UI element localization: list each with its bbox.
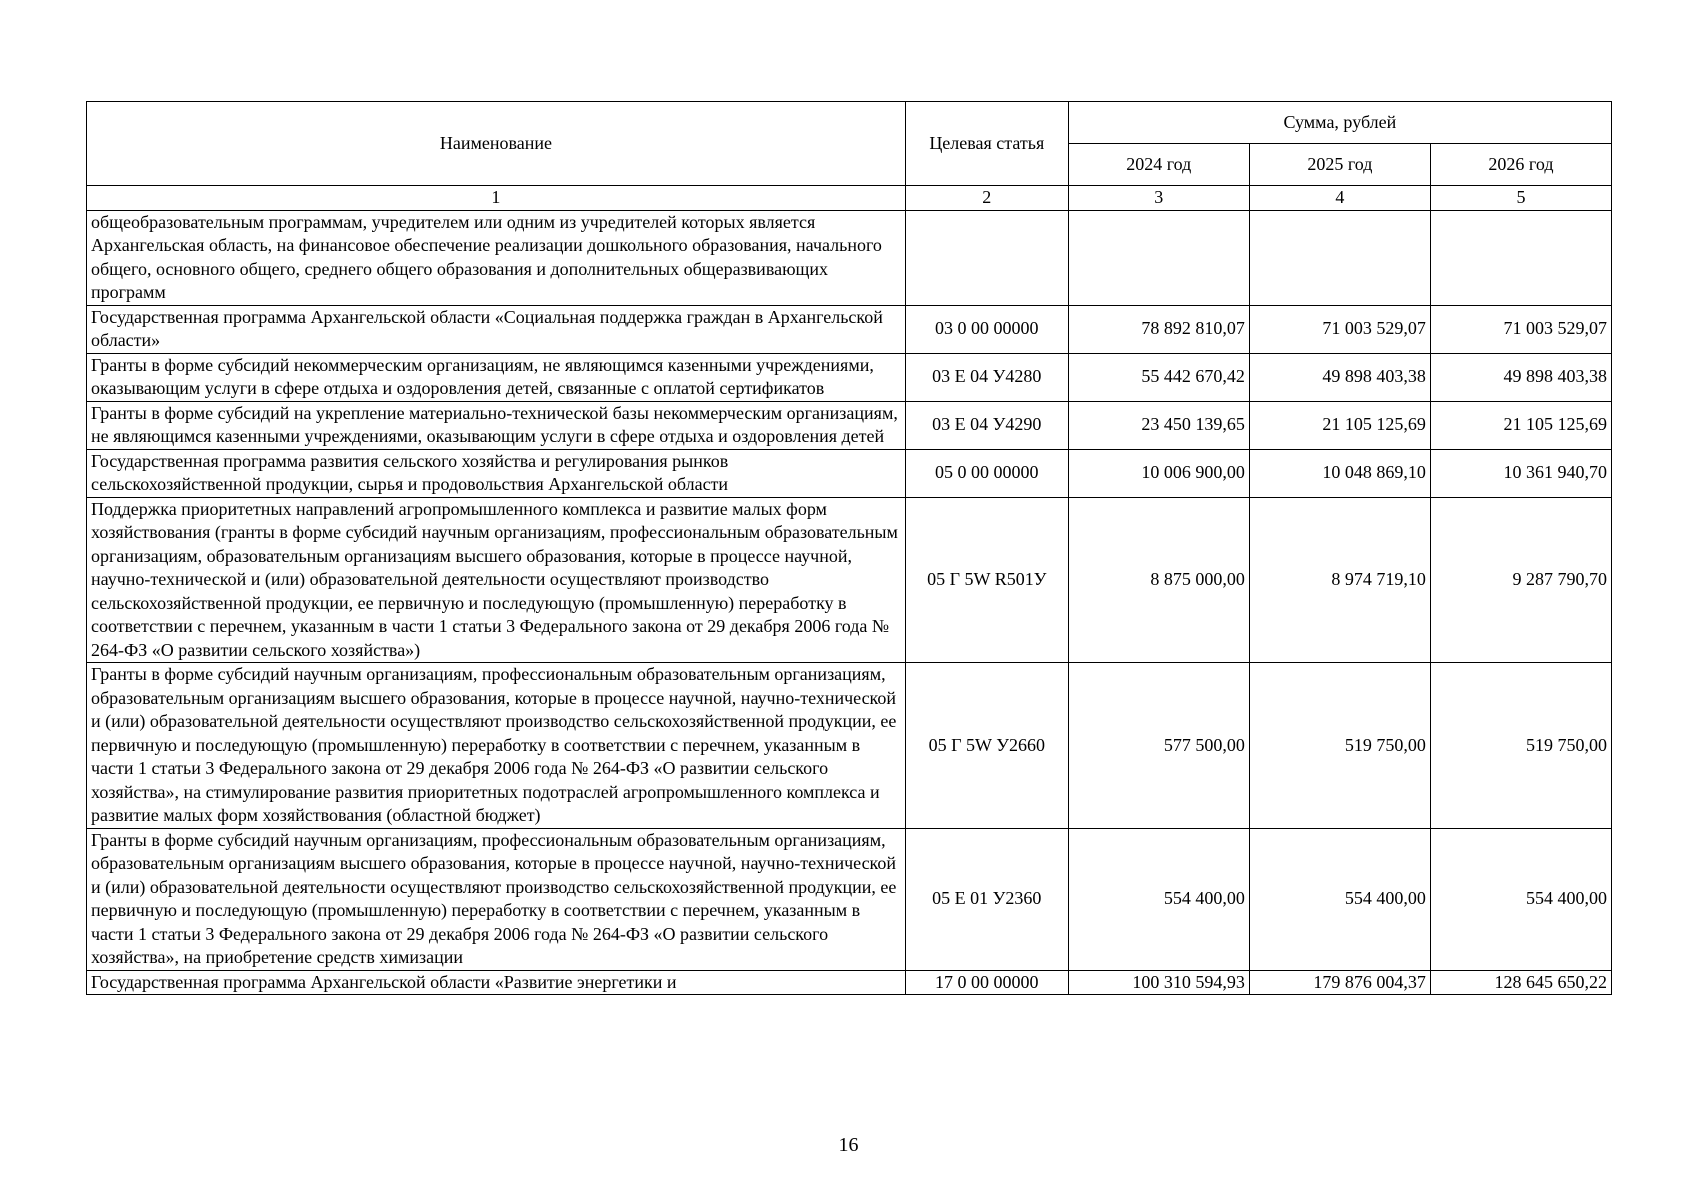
header-name: Наименование [87, 102, 906, 186]
table-row [87, 353, 1612, 401]
row-name: Поддержка приоритетных направлений агропромышленного комплекса и развитие малых форм хозяйствования (гранты в форме субсидий научным организациям, профессиональным образовательным организациям, образовательным организациям высшего образования, которые в процессе научной, научно-технической и (или) образовательной деятельности осуществляют производство сельскохозяйственной продукции, ее первичную и последующую (промышленную) переработку в соответствии с перечнем, указанным в части 1 статьи 3 Федерального закона от 29 декабря 2006 года № 264-ФЗ «О развитии сельского хозяйства») [87, 497, 906, 663]
row-amount-2026: 10 361 940,70 [1430, 449, 1611, 497]
row-target-code: 03 Е 04 У4280 [905, 353, 1068, 401]
header-year-2026: 2026 год [1430, 144, 1611, 186]
header-year-2024: 2024 год [1068, 144, 1249, 186]
row-target-code: 05 Г 5W R501У [905, 497, 1068, 663]
budget-table [86, 101, 1612, 995]
table-row [87, 449, 1612, 497]
table-row [87, 497, 1612, 663]
row-name: общеобразовательным программам, учредителем или одним из учредителей которых является Архангельская область, на финансовое обеспечение реализации дошкольного образования, начального общего, основного общего, среднего общего образования и дополнительных общеразвивающих программ [87, 210, 906, 305]
row-name: Гранты в форме субсидий научным организациям, профессиональным образовательным организациям, образовательным организациям высшего образования, которые в процессе научной, научно-технической и (или) образовательной деятельности осуществляют производство сельскохозяйственной продукции, ее первичную и последующую (промышленную) переработку в соответствии с перечнем, указанным в части 1 статьи 3 Федерального закона от 29 декабря 2006 года № 264-ФЗ «О развитии сельского хозяйства», на приобретение средств химизации [87, 828, 906, 970]
row-amount-2025: 10 048 869,10 [1249, 449, 1430, 497]
row-amount-2026: 519 750,00 [1430, 663, 1611, 829]
row-amount-2025 [1249, 210, 1430, 305]
row-amount-2026: 9 287 790,70 [1430, 497, 1611, 663]
row-amount-2025: 179 876 004,37 [1249, 970, 1430, 995]
row-amount-2024: 8 875 000,00 [1068, 497, 1249, 663]
row-amount-2026: 128 645 650,22 [1430, 970, 1611, 995]
row-name: Государственная программа развития сельского хозяйства и регулирования рынков сельскохозяйственной продукции, сырья и продовольствия Архангельской области [87, 449, 906, 497]
row-amount-2026: 49 898 403,38 [1430, 353, 1611, 401]
row-target-code: 03 0 00 00000 [905, 305, 1068, 353]
row-target-code: 17 0 00 00000 [905, 970, 1068, 995]
row-amount-2026 [1430, 210, 1611, 305]
row-name: Гранты в форме субсидий научным организациям, профессиональным образовательным организациям, образовательным организациям высшего образования, которые в процессе научной, научно-технической и (или) образовательной деятельности осуществляют производство сельскохозяйственной продукции, ее первичную и последующую (промышленную) переработку в соответствии с перечнем, указанным в части 1 статьи 3 Федерального закона от 29 декабря 2006 года № 264-ФЗ «О развитии сельского хозяйства», на стимулирование развития приоритетных подотраслей агропромышленного комплекса и развитие малых форм хозяйствования (областной бюджет) [87, 663, 906, 829]
row-amount-2026: 71 003 529,07 [1430, 305, 1611, 353]
row-amount-2025: 519 750,00 [1249, 663, 1430, 829]
row-amount-2026: 21 105 125,69 [1430, 401, 1611, 449]
row-name: Гранты в форме субсидий на укрепление материально-технической базы некоммерческим организациям, не являющимся казенными учреждениями, оказывающим услуги в сфере отдыха и оздоровления детей [87, 401, 906, 449]
row-amount-2025: 8 974 719,10 [1249, 497, 1430, 663]
header-year-2025: 2025 год [1249, 144, 1430, 186]
table-row [87, 305, 1612, 353]
row-amount-2024: 100 310 594,93 [1068, 970, 1249, 995]
row-amount-2025: 554 400,00 [1249, 828, 1430, 970]
row-target-code: 05 0 00 00000 [905, 449, 1068, 497]
table-body [87, 210, 1612, 995]
row-amount-2026: 554 400,00 [1430, 828, 1611, 970]
table-row [87, 828, 1612, 970]
row-target-code [905, 210, 1068, 305]
header-code: Целевая статья [905, 102, 1068, 186]
column-number-2: 2 [905, 186, 1068, 211]
table-row [87, 210, 1612, 305]
row-target-code: 05 Е 01 У2360 [905, 828, 1068, 970]
row-name: Гранты в форме субсидий некоммерческим организациям, не являющимся казенными учреждениями, оказывающим услуги в сфере отдыха и оздоровления детей, связанные с оплатой сертификатов [87, 353, 906, 401]
column-number-1: 1 [87, 186, 906, 211]
header-row-1 [87, 102, 1612, 144]
table-row [87, 970, 1612, 995]
column-number-3: 3 [1068, 186, 1249, 211]
table-row [87, 401, 1612, 449]
row-name: Государственная программа Архангельской области «Социальная поддержка граждан в Архангельской области» [87, 305, 906, 353]
page-number: 16 [838, 1134, 859, 1156]
column-number-4: 4 [1249, 186, 1430, 211]
row-target-code: 03 Е 04 У4290 [905, 401, 1068, 449]
row-target-code: 05 Г 5W У2660 [905, 663, 1068, 829]
row-amount-2024: 78 892 810,07 [1068, 305, 1249, 353]
row-amount-2024: 23 450 139,65 [1068, 401, 1249, 449]
column-number-5: 5 [1430, 186, 1611, 211]
table-row [87, 663, 1612, 829]
row-amount-2025: 21 105 125,69 [1249, 401, 1430, 449]
row-amount-2024: 554 400,00 [1068, 828, 1249, 970]
row-amount-2025: 49 898 403,38 [1249, 353, 1430, 401]
header-sum: Сумма, рублей [1068, 102, 1611, 144]
row-amount-2024: 577 500,00 [1068, 663, 1249, 829]
row-amount-2025: 71 003 529,07 [1249, 305, 1430, 353]
column-number-row [87, 186, 1612, 211]
row-amount-2024: 55 442 670,42 [1068, 353, 1249, 401]
row-amount-2024 [1068, 210, 1249, 305]
row-amount-2024: 10 006 900,00 [1068, 449, 1249, 497]
row-name: Государственная программа Архангельской области «Развитие энергетики и [87, 970, 906, 995]
